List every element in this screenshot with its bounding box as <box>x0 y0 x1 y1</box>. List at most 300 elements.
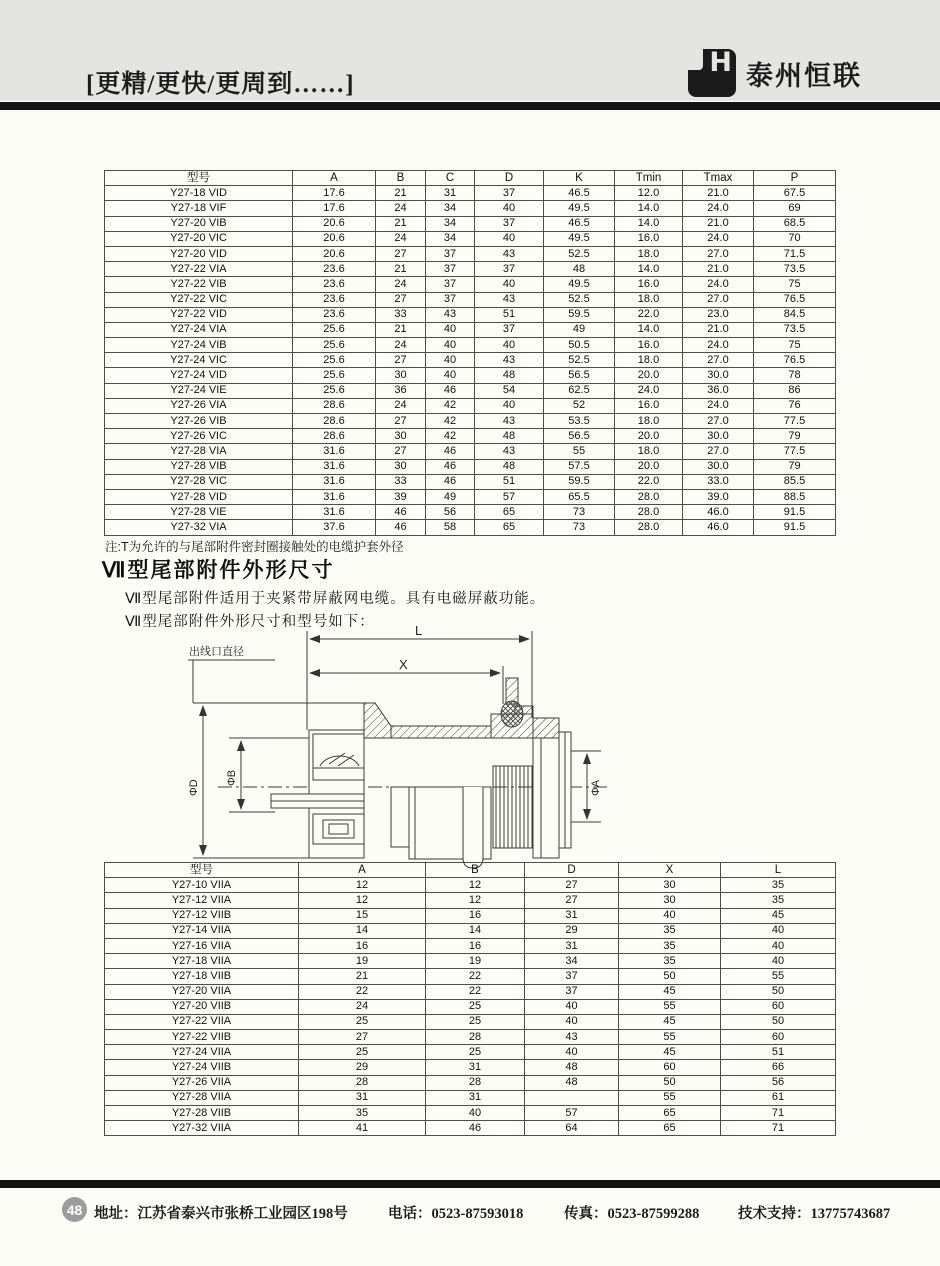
table-cell: 12.0 <box>615 186 683 201</box>
table-cell: 14.0 <box>615 216 683 231</box>
table-row <box>105 429 836 444</box>
table-cell: 68.5 <box>754 216 836 231</box>
table-cell: 62.5 <box>544 383 615 398</box>
table-cell: 25.6 <box>293 353 376 368</box>
table-cell: 30.0 <box>683 368 754 383</box>
table-cell: 49 <box>426 489 475 504</box>
header-band <box>0 0 940 101</box>
table-cell: 15 <box>299 908 426 923</box>
table-cell: 46 <box>426 383 475 398</box>
table-cell: 40 <box>525 1014 619 1029</box>
table-cell: 57 <box>525 1106 619 1121</box>
table-row <box>105 474 836 489</box>
table-cell: 48 <box>525 1060 619 1075</box>
table-cell: 27.0 <box>683 292 754 307</box>
table-cell: Y27-20 VIC <box>105 231 293 246</box>
table-cell: 37 <box>426 277 475 292</box>
footer-address: 地址：江苏省泰兴市张桥工业园区198号 <box>94 1206 348 1222</box>
table-cell: 71 <box>721 1121 836 1136</box>
table-cell: 76 <box>754 398 836 413</box>
table-cell: 28.6 <box>293 429 376 444</box>
table-cell: 14 <box>426 923 525 938</box>
table-cell: 40 <box>426 353 475 368</box>
table-cell: Y27-20 VIB <box>105 216 293 231</box>
footer-phone: 电话：0523-87593018 <box>388 1206 524 1222</box>
table-cell: 27 <box>376 246 426 261</box>
table-cell: 88.5 <box>754 489 836 504</box>
table-cell: 31.6 <box>293 474 376 489</box>
column-header: P <box>754 171 836 186</box>
table-row <box>105 307 836 322</box>
table-cell: 85.5 <box>754 474 836 489</box>
table-cell: 24.0 <box>683 338 754 353</box>
dim-label-phi-b: ΦB <box>226 769 238 786</box>
section-paragraph-2: Ⅶ型尾部附件外形尺寸和型号如下： <box>125 614 375 630</box>
table-cell: 54 <box>475 383 544 398</box>
footer-fax: 传真：0523-87599288 <box>564 1206 700 1222</box>
table-cell: 48 <box>525 1075 619 1090</box>
table-cell: Y27-18 VIF <box>105 201 293 216</box>
table-cell: 61 <box>721 1090 836 1105</box>
table-cell: 59.5 <box>544 307 615 322</box>
table-cell: 46 <box>426 459 475 474</box>
table-cell: 28 <box>426 1075 525 1090</box>
logo-lh-icon: H <box>688 49 736 97</box>
table-cell: 69 <box>754 201 836 216</box>
table-row <box>105 459 836 474</box>
table-cell: 27 <box>376 292 426 307</box>
table-cell: 55 <box>721 969 836 984</box>
column-header: B <box>376 171 426 186</box>
table-cell: 28 <box>299 1075 426 1090</box>
table-cell: 27.0 <box>683 246 754 261</box>
table-cell: 24.0 <box>615 383 683 398</box>
company-logo <box>688 48 862 98</box>
column-header: 型号 <box>105 171 293 186</box>
table-cell: 22 <box>299 984 426 999</box>
table-cell: 30.0 <box>683 459 754 474</box>
table-row <box>105 262 836 277</box>
table-row <box>105 292 836 307</box>
table-row <box>105 201 836 216</box>
table-cell: 45 <box>619 984 721 999</box>
table-row <box>105 908 836 923</box>
table-cell: 41 <box>299 1121 426 1136</box>
outlet-diameter-label: 出线口直径 <box>189 646 244 658</box>
table-cell: Y27-28 VIA <box>105 444 293 459</box>
table-cell: Y27-24 VIIB <box>105 1060 299 1075</box>
brand-name: 泰州恒联 <box>746 60 862 92</box>
table-cell: 25.6 <box>293 338 376 353</box>
table-cell: 27 <box>376 444 426 459</box>
table-cell: 31 <box>525 938 619 953</box>
table-cell: 35 <box>721 878 836 893</box>
table-cell: Y27-24 VIC <box>105 353 293 368</box>
table-cell: 20.6 <box>293 246 376 261</box>
section-paragraph-1: Ⅶ型尾部附件适用于夹紧带屏蔽网电缆。具有电磁屏蔽功能。 <box>125 591 546 607</box>
table-cell: 35 <box>721 893 836 908</box>
table-cell: 49 <box>544 322 615 337</box>
table-cell: 46 <box>426 474 475 489</box>
table-cell: 43 <box>475 353 544 368</box>
table-cell: 73.5 <box>754 262 836 277</box>
table-cell: 31 <box>426 1090 525 1105</box>
table-cell: 40 <box>619 908 721 923</box>
table-cell: Y27-18 VIIA <box>105 954 299 969</box>
table-cell: 52.5 <box>544 353 615 368</box>
table-cell: 30 <box>619 878 721 893</box>
table-cell: 21 <box>299 969 426 984</box>
table-cell: 49.5 <box>544 201 615 216</box>
table-cell: 35 <box>619 938 721 953</box>
table-row <box>105 1060 836 1075</box>
table-cell: 22.0 <box>615 307 683 322</box>
table-cell: 59.5 <box>544 474 615 489</box>
table-cell: 43 <box>475 444 544 459</box>
footer-rule <box>0 1180 940 1188</box>
dim-label-l: L <box>415 626 423 638</box>
section-title: Ⅶ型尾部附件外形尺寸 <box>102 559 335 582</box>
table-cell: 14.0 <box>615 322 683 337</box>
dim-label-x: X <box>399 657 408 672</box>
table-cell: 22.0 <box>615 474 683 489</box>
header-rule <box>0 102 940 110</box>
table-cell: 33 <box>376 307 426 322</box>
table-cell: 23.0 <box>683 307 754 322</box>
table-row <box>105 938 836 953</box>
table-row <box>105 923 836 938</box>
table-row <box>105 999 836 1014</box>
table-cell: 52.5 <box>544 246 615 261</box>
table-cell: 37 <box>426 246 475 261</box>
table-cell: 91.5 <box>754 520 836 535</box>
table-cell: Y27-24 VIIA <box>105 1045 299 1060</box>
table-cell: 73 <box>544 505 615 520</box>
table-cell: 42 <box>426 414 475 429</box>
table-row <box>105 186 836 201</box>
table-cell: Y27-20 VID <box>105 246 293 261</box>
table-cell: 25.6 <box>293 322 376 337</box>
table-row <box>105 353 836 368</box>
table-cell: 24 <box>299 999 426 1014</box>
table-cell: 57.5 <box>544 459 615 474</box>
table-note: 注:T为允许的与尾部附件密封圈接触处的电缆护套外径 <box>105 540 404 554</box>
table-cell: 77.5 <box>754 444 836 459</box>
table-cell: 33 <box>376 474 426 489</box>
table-cell: 46 <box>426 444 475 459</box>
table-cell: Y27-18 VIIB <box>105 969 299 984</box>
table-cell: 75 <box>754 277 836 292</box>
table-row <box>105 489 836 504</box>
table-cell: 31 <box>299 1090 426 1105</box>
table-row <box>105 878 836 893</box>
table-cell: 21.0 <box>683 186 754 201</box>
table-cell: 43 <box>426 307 475 322</box>
table-cell: Y27-32 VIA <box>105 520 293 535</box>
table-row <box>105 954 836 969</box>
table-cell: 31.6 <box>293 505 376 520</box>
table-cell: 40 <box>721 954 836 969</box>
table-cell: Y27-22 VIC <box>105 292 293 307</box>
table-cell: 24.0 <box>683 277 754 292</box>
table-cell: 37 <box>525 969 619 984</box>
table-cell: 16.0 <box>615 398 683 413</box>
table-cell: 57 <box>475 489 544 504</box>
table-cell: 25.6 <box>293 368 376 383</box>
table-cell: 50.5 <box>544 338 615 353</box>
table-cell: 24 <box>376 277 426 292</box>
table-cell: 79 <box>754 429 836 444</box>
table-row <box>105 1045 836 1060</box>
table-cell: 19 <box>426 954 525 969</box>
table-cell: 65 <box>619 1121 721 1136</box>
table-cell: 20.6 <box>293 231 376 246</box>
table-cell: 50 <box>619 1075 721 1090</box>
table-cell: 34 <box>426 231 475 246</box>
column-header: X <box>619 863 721 878</box>
table-cell: 16 <box>299 938 426 953</box>
table-cell: 25 <box>426 1045 525 1060</box>
table-cell: 29 <box>525 923 619 938</box>
table-row <box>105 893 836 908</box>
table-cell: 50 <box>721 1014 836 1029</box>
table-row <box>105 1090 836 1105</box>
table-cell: 30 <box>619 893 721 908</box>
table-cell: 16.0 <box>615 338 683 353</box>
table-cell: 51 <box>475 474 544 489</box>
table-cell: 21.0 <box>683 322 754 337</box>
table-cell: 65 <box>475 520 544 535</box>
table-cell: 37 <box>426 292 475 307</box>
table-cell: 71.5 <box>754 246 836 261</box>
table-cell: 18.0 <box>615 292 683 307</box>
table-cell: 35 <box>299 1106 426 1121</box>
table-cell: 35 <box>619 954 721 969</box>
table-row <box>105 338 836 353</box>
table-row <box>105 1014 836 1029</box>
table-cell: 21 <box>376 262 426 277</box>
page-number-badge: 48 <box>62 1197 87 1222</box>
table-cell: 51 <box>475 307 544 322</box>
table-cell: 20.0 <box>615 459 683 474</box>
table-cell: 40 <box>475 277 544 292</box>
table-cell: 75 <box>754 338 836 353</box>
table-cell: 27 <box>376 353 426 368</box>
dim-label-phi-a: ΦA <box>590 779 602 796</box>
table-cell: 39.0 <box>683 489 754 504</box>
table-cell: 14 <box>299 923 426 938</box>
table-cell: 40 <box>426 322 475 337</box>
table-cell: 40 <box>721 938 836 953</box>
table-row <box>105 398 836 413</box>
table-cell: 66 <box>721 1060 836 1075</box>
table-cell: 65 <box>619 1106 721 1121</box>
table-cell: 37.6 <box>293 520 376 535</box>
column-header: Tmin <box>615 171 683 186</box>
table-cell: 55 <box>619 999 721 1014</box>
table-cell: Y27-28 VIB <box>105 459 293 474</box>
table-cell: 70 <box>754 231 836 246</box>
table-cell: 46 <box>426 1121 525 1136</box>
table-cell: 73.5 <box>754 322 836 337</box>
table-cell: 67.5 <box>754 186 836 201</box>
table-cell: 23.6 <box>293 292 376 307</box>
table-cell: 43 <box>525 1030 619 1045</box>
column-header: D <box>475 171 544 186</box>
column-header: K <box>544 171 615 186</box>
table-cell: 25 <box>426 1014 525 1029</box>
table-cell: Y27-12 VIIB <box>105 908 299 923</box>
table-cell: 46 <box>376 505 426 520</box>
table-cell: 25.6 <box>293 383 376 398</box>
column-header: A <box>293 171 376 186</box>
table-cell: 56.5 <box>544 368 615 383</box>
table-cell: 46.0 <box>683 505 754 520</box>
table-cell: 91.5 <box>754 505 836 520</box>
table-cell: 46.5 <box>544 186 615 201</box>
table-cell: Y27-16 VIIA <box>105 938 299 953</box>
table-cell: 40 <box>525 999 619 1014</box>
table-cell: Y27-28 VIC <box>105 474 293 489</box>
table-row <box>105 969 836 984</box>
table-cell: 40 <box>475 338 544 353</box>
table-cell: 21.0 <box>683 262 754 277</box>
table-cell: Y27-18 VID <box>105 186 293 201</box>
table-cell: Y27-22 VIIB <box>105 1030 299 1045</box>
table-cell: 12 <box>426 893 525 908</box>
table-cell: 76.5 <box>754 292 836 307</box>
table-cell: 34 <box>525 954 619 969</box>
table-cell: 12 <box>299 893 426 908</box>
table-cell: 46.5 <box>544 216 615 231</box>
table-row <box>105 444 836 459</box>
table-cell: 55 <box>619 1090 721 1105</box>
table-cell: 25 <box>299 1045 426 1060</box>
table-cell: 27.0 <box>683 414 754 429</box>
table-row <box>105 231 836 246</box>
table-cell: 37 <box>475 216 544 231</box>
table-cell: Y27-14 VIIA <box>105 923 299 938</box>
table-row <box>105 277 836 292</box>
table-cell: 31.6 <box>293 489 376 504</box>
table-cell: 16.0 <box>615 277 683 292</box>
table-cell: 24.0 <box>683 398 754 413</box>
table-cell: 40 <box>475 201 544 216</box>
table-cell: 17.6 <box>293 201 376 216</box>
table-cell: 37 <box>426 262 475 277</box>
table-cell: 19 <box>299 954 426 969</box>
table-cell: 27 <box>376 414 426 429</box>
table-cell: 42 <box>426 398 475 413</box>
table-header-row <box>105 171 836 186</box>
table-cell: Y27-22 VIB <box>105 277 293 292</box>
table-cell: 40 <box>475 231 544 246</box>
table-row <box>105 216 836 231</box>
table-cell: 50 <box>721 984 836 999</box>
table-row <box>105 505 836 520</box>
dimension-table-vii-wrap <box>104 862 836 1136</box>
table-cell: 65.5 <box>544 489 615 504</box>
table-cell: 45 <box>619 1014 721 1029</box>
table-row <box>105 1030 836 1045</box>
table-cell: 28.6 <box>293 414 376 429</box>
table-cell: 24 <box>376 338 426 353</box>
table-cell: Y27-28 VIE <box>105 505 293 520</box>
table-cell: 49.5 <box>544 231 615 246</box>
table-cell: 78 <box>754 368 836 383</box>
table-cell: 27.0 <box>683 444 754 459</box>
table-cell: Y27-26 VIA <box>105 398 293 413</box>
table-cell: 31 <box>426 1060 525 1075</box>
table-cell: 23.6 <box>293 262 376 277</box>
table-cell: 45 <box>721 908 836 923</box>
table-cell: 12 <box>426 878 525 893</box>
table-cell: 31 <box>525 908 619 923</box>
table-cell: Y27-28 VIIA <box>105 1090 299 1105</box>
table-cell: 84.5 <box>754 307 836 322</box>
table-cell: 40 <box>525 1045 619 1060</box>
table-cell: Y27-20 VIIB <box>105 999 299 1014</box>
table-cell: 34 <box>426 201 475 216</box>
table-cell: 77.5 <box>754 414 836 429</box>
table-cell: Y27-32 VIIA <box>105 1121 299 1136</box>
table-cell: Y27-24 VIB <box>105 338 293 353</box>
table-cell: 60 <box>721 999 836 1014</box>
table-row <box>105 1075 836 1090</box>
table-cell: 40 <box>426 338 475 353</box>
table-cell: Y27-26 VIIA <box>105 1075 299 1090</box>
table-cell: 40 <box>426 1106 525 1121</box>
table-cell: 34 <box>426 216 475 231</box>
table-cell: Y27-26 VIC <box>105 429 293 444</box>
table-cell: 56 <box>426 505 475 520</box>
table-cell: 24 <box>376 201 426 216</box>
table-cell: 40 <box>721 923 836 938</box>
table-cell: 65 <box>475 505 544 520</box>
table-cell: 73 <box>544 520 615 535</box>
column-header: L <box>721 863 836 878</box>
table-cell: 21 <box>376 322 426 337</box>
table-cell: 37 <box>525 984 619 999</box>
table-cell: Y27-22 VID <box>105 307 293 322</box>
table-cell: 20.0 <box>615 368 683 383</box>
table-row <box>105 984 836 999</box>
table-row <box>105 322 836 337</box>
table-cell: Y27-28 VIIB <box>105 1106 299 1121</box>
table-cell: 27 <box>299 1030 426 1045</box>
table-cell: 28.6 <box>293 398 376 413</box>
table-cell: 14.0 <box>615 201 683 216</box>
table-row <box>105 246 836 261</box>
table-cell: Y27-12 VIIA <box>105 893 299 908</box>
table-cell: 12 <box>299 878 426 893</box>
dimension-table-vi-wrap <box>104 170 836 536</box>
table-cell: 16 <box>426 908 525 923</box>
table-cell: 48 <box>544 262 615 277</box>
table-cell: 22 <box>426 984 525 999</box>
table-cell: 17.6 <box>293 186 376 201</box>
table-row <box>105 520 836 535</box>
table-cell: 48 <box>475 459 544 474</box>
table-header-row <box>105 863 836 878</box>
column-header: A <box>299 863 426 878</box>
table-cell: 21 <box>376 216 426 231</box>
table-cell: 71 <box>721 1106 836 1121</box>
table-cell: 28 <box>426 1030 525 1045</box>
table-cell: 14.0 <box>615 262 683 277</box>
table-cell: 23.6 <box>293 307 376 322</box>
table-cell: 18.0 <box>615 444 683 459</box>
